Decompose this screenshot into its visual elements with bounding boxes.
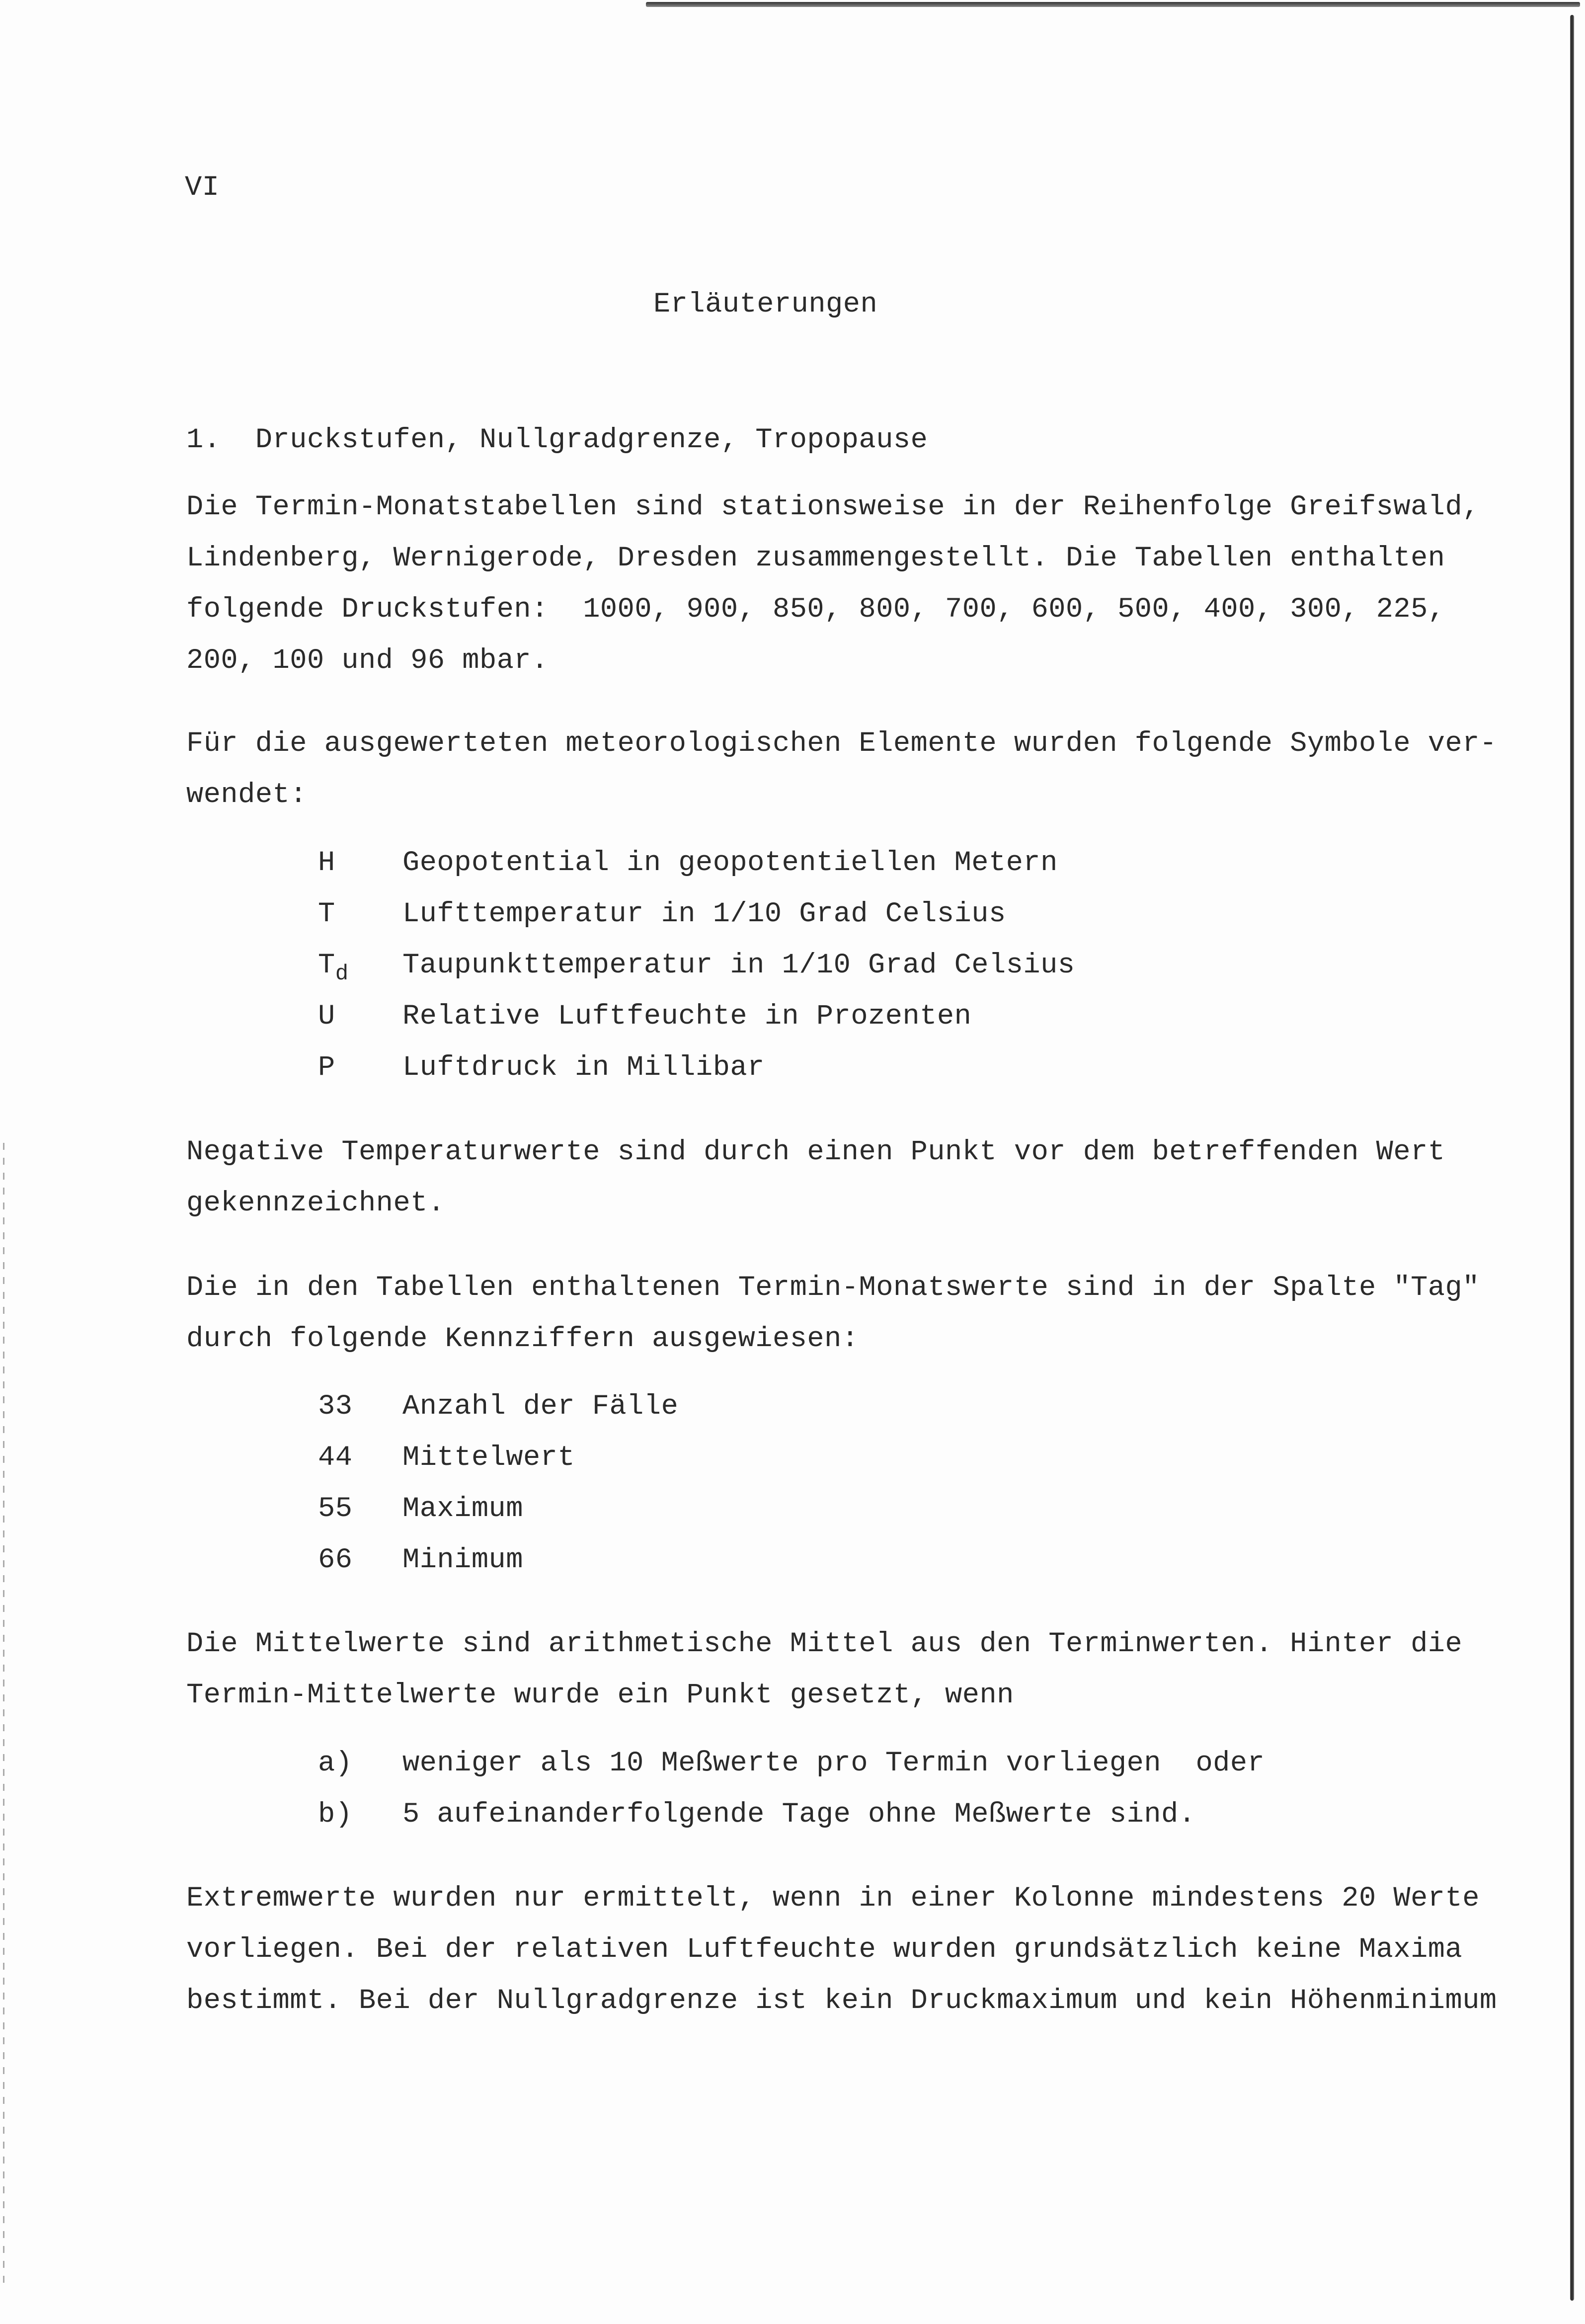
symbol-key: U [318,1001,335,1033]
scan-edge-right [1570,15,1574,2301]
paragraph-stations [186,482,1480,687]
code-key: 44 [318,1442,353,1474]
paragraph-line: wendet: [186,779,307,811]
page-number: VI [185,172,220,204]
symbol-description: Luftdruck in Millibar [402,1052,765,1084]
paragraph-line: gekennzeichnet. [186,1188,445,1219]
section-title: 1. Druckstufen, Nullgradgrenze, Tropopause [186,424,928,456]
codes-list [318,1381,678,1586]
paragraph-line: Die Termin-Monatstabellen sind stationsweise in der Reihenfolge Greifswald, [186,491,1480,523]
symbol-key: H [318,847,335,879]
paragraph-extremes [186,1873,1497,2027]
condition-key: b) [318,1799,353,1831]
list-item [318,889,1075,940]
paragraph-line: Die in den Tabellen enthaltenen Termin-Monatswerte sind in der Spalte "Tag" [186,1272,1480,1304]
symbols-list [318,838,1075,1094]
paragraph-line: Lindenberg, Wernigerode, Dresden zusammengestellt. Die Tabellen enthalten [186,543,1445,574]
symbol-description: Taupunkttemperatur in 1/10 Grad Celsius [402,950,1075,981]
list-item [318,1433,678,1484]
code-description: Anzahl der Fälle [402,1391,679,1423]
paragraph-line: bestimmt. Bei der Nullgradgrenze ist kein Druckmaximum und kein Höhenminimum [186,1985,1497,2017]
paragraph-line: durch folgende Kennziffern ausgewiesen: [186,1323,859,1355]
list-item [318,1789,1265,1841]
scan-edge-top [646,2,1580,7]
list-item [318,1381,678,1433]
condition-key: a) [318,1748,353,1779]
paragraph-line: Negative Temperaturwerte sind durch einen Punkt vor dem betreffenden Wert [186,1136,1445,1168]
paragraph-line: folgende Druckstufen: 1000, 900, 850, 800, 700, 600, 500, 400, 300, 225, [186,594,1445,626]
list-item [318,1042,1075,1094]
code-key: 66 [318,1544,353,1576]
list-item [318,838,1075,889]
list-item [318,991,1075,1042]
code-description: Minimum [402,1544,523,1576]
paragraph-line: 200, 100 und 96 mbar. [186,645,549,677]
page-heading: Erläuterungen [653,289,878,321]
conditions-list [318,1738,1265,1841]
list-item [318,940,1075,991]
condition-description: 5 aufeinanderfolgende Tage ohne Meßwerte sind. [402,1799,1196,1831]
code-description: Maximum [402,1493,523,1525]
list-item [318,1738,1265,1789]
code-description: Mittelwert [402,1442,575,1474]
paragraph-line: Extremwerte wurden nur ermittelt, wenn in einer Kolonne mindestens 20 Werte [186,1883,1480,1915]
paragraph-line: vorliegen. Bei der relativen Luftfeuchte wurden grundsätzlich keine Maxima [186,1934,1463,1966]
list-item [318,1484,678,1535]
list-item [318,1535,678,1586]
symbol-description: Lufttemperatur in 1/10 Grad Celsius [402,898,1006,930]
paragraph-means [186,1619,1462,1721]
paragraph-codes-intro [186,1263,1480,1365]
symbol-key: T [318,898,335,930]
symbol-description: Relative Luftfeuchte in Prozenten [402,1001,972,1033]
condition-description: weniger als 10 Meßwerte pro Termin vorliegen oder [402,1748,1265,1779]
code-key: 33 [318,1391,353,1423]
paragraph-line: Die Mittelwerte sind arithmetische Mittel aus den Terminwerten. Hinter die [186,1628,1463,1660]
paragraph-line: Für die ausgewerteten meteorologischen Elemente wurden folgende Symbole ver- [186,728,1497,760]
symbol-key: $T_d$ [318,950,349,986]
paragraph-negative-values [186,1127,1445,1229]
symbol-key: P [318,1052,335,1084]
paragraph-symbols-intro [186,719,1497,821]
symbol-description: Geopotential in geopotentiellen Metern [402,847,1058,879]
scan-edge-left [3,1143,4,2286]
paragraph-line: Termin-Mittelwerte wurde ein Punkt gesetzt, wenn [186,1680,1014,1711]
code-key: 55 [318,1493,353,1525]
